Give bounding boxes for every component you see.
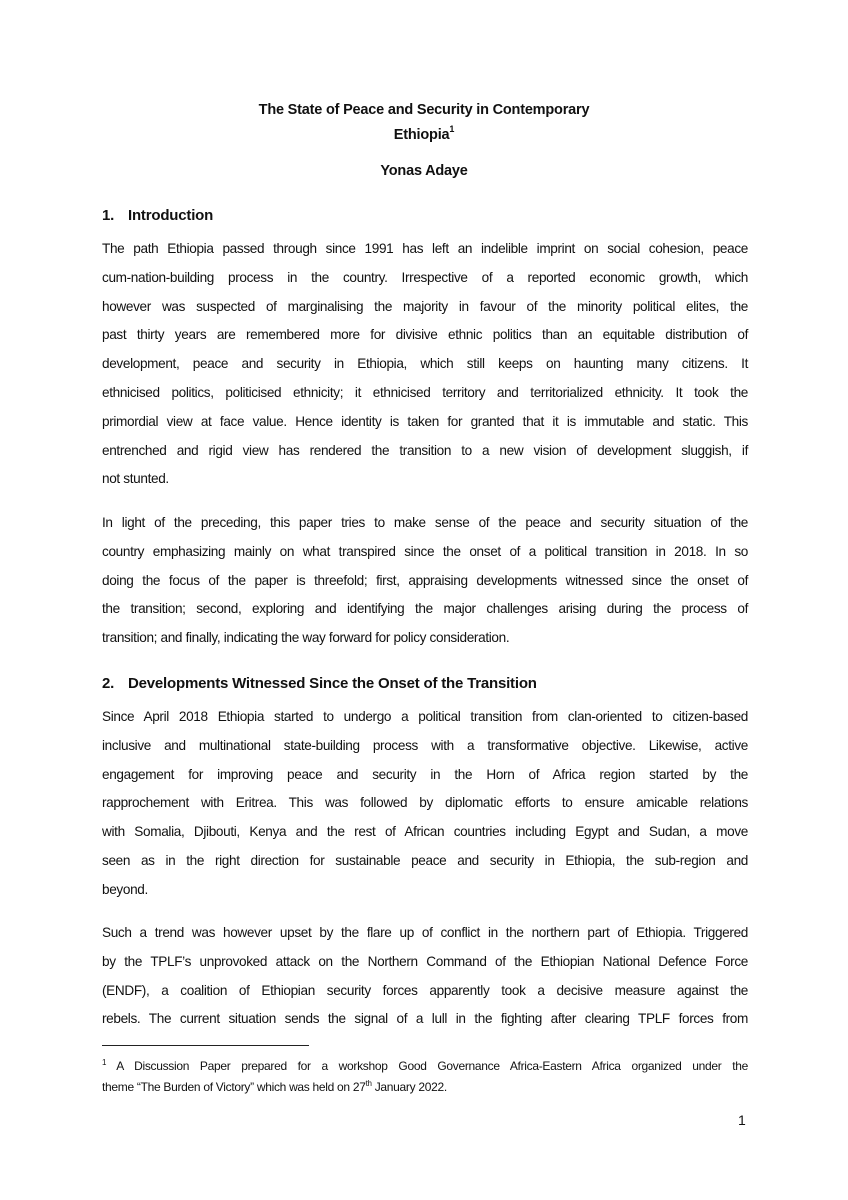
text-line: beyond.: [102, 881, 148, 897]
footnote-separator: [102, 1045, 309, 1046]
text-line: development, peace and security in Ethiopia, which still keeps on haunting many citizens. It: [102, 356, 748, 372]
footnote-line-2: [102, 1075, 748, 1096]
text-line: ethnicised politics, politicised ethnicity; it ethnicised territory and territorialized ethnicity. It took the: [102, 384, 748, 400]
section-title: Developments Witnessed Since the Onset of the Transition: [128, 675, 537, 692]
paper-title-line-1: The State of Peace and Security in Contemporary: [258, 102, 590, 118]
text-line: Such a trend was however upset by the flare up of conflict in the northern part of Ethiopia. Triggered: [102, 925, 748, 940]
text-line: The path Ethiopia passed through since 1991 has left an indelible imprint on social cohesion, peace: [102, 241, 748, 256]
text-line: transition; and finally, indicating the way forward for policy consideration.: [102, 630, 510, 646]
text-line: inclusive and multinational state-building process with a transformative objective. Likewise, active: [102, 737, 748, 753]
text-line: with Somalia, Djibouti, Kenya and the rest of African countries including Egypt and Sudan, a move: [102, 824, 748, 840]
section-title: Introduction: [128, 207, 214, 224]
text-line: past thirty years are remembered more for divisive ethnic politics than an equitable distribution of: [102, 327, 748, 343]
paper-title-text: Ethiopia: [393, 126, 450, 143]
title-footnote-ref[interactable]: 1: [449, 124, 455, 134]
paragraph: [102, 703, 748, 905]
text-line: doing the focus of the paper is threefold; first, appraising developments witnessed since the onset of: [102, 572, 748, 588]
footnote-line-1: [102, 1054, 748, 1075]
ordinal-suffix: th: [365, 1079, 372, 1088]
text-line: country emphasizing mainly on what transpired since the onset of a political transition in 2018. In so: [102, 543, 748, 559]
text-line: engagement for improving peace and security in the Horn of Africa region started by the: [102, 766, 748, 782]
text-line: seen as in the right direction for sustainable peace and security in Ethiopia, the sub-region and: [102, 852, 748, 868]
text-line: In light of the preceding, this paper tries to make sense of the peace and security situation of the: [102, 515, 748, 530]
text-line: the transition; second, exploring and identifying the major challenges arising during the process of: [102, 601, 748, 617]
section-heading-developments: [102, 675, 537, 692]
author-name: Yonas Adaye: [380, 163, 468, 179]
text-line: however was suspected of marginalising the majority in favour of the minority political elites, the: [102, 298, 748, 314]
text-line: primordial view at face value. Hence identity is taken for granted that it is immutable and static. This: [102, 413, 748, 429]
footnote-marker: 1: [102, 1058, 107, 1067]
paper-title-line-2: [0, 125, 848, 143]
paragraph: [102, 919, 748, 1034]
paragraph: [102, 235, 748, 494]
footnote-text: theme “The Burden of Victory” which was held on 27: [102, 1080, 366, 1094]
text-line: by the TPLF’s unprovoked attack on the Northern Command of the Ethiopian National Defence Force: [102, 953, 748, 969]
section-number: 1.: [102, 207, 115, 224]
section-heading-introduction: [102, 207, 213, 224]
footnote-text: January 2022.: [371, 1080, 447, 1094]
paragraph: [102, 509, 748, 653]
footnote-text: A Discussion Paper prepared for a workshop Good Governance Africa-Eastern Africa organized under the: [116, 1059, 748, 1073]
footnote: [102, 1054, 748, 1096]
page-number: 1: [738, 1112, 746, 1128]
text-line: rapprochement with Eritrea. This was followed by diplomatic efforts to ensure amicable relations: [102, 795, 748, 811]
text-line: cum-nation-building process in the country. Irrespective of a reported economic growth, which: [102, 269, 748, 285]
text-line: entrenched and rigid view has rendered the transition to a new vision of development sluggish, if: [102, 442, 748, 458]
text-line: rebels. The current situation sends the signal of a lull in the fighting after clearing TPLF forces from: [102, 1011, 748, 1027]
text-line: not stunted.: [102, 471, 169, 487]
section-number: 2.: [102, 675, 115, 692]
text-line: Since April 2018 Ethiopia started to undergo a political transition from clan-oriented to citizen-based: [102, 709, 748, 724]
text-line: (ENDF), a coalition of Ethiopian security forces apparently took a decisive measure against the: [102, 982, 748, 998]
